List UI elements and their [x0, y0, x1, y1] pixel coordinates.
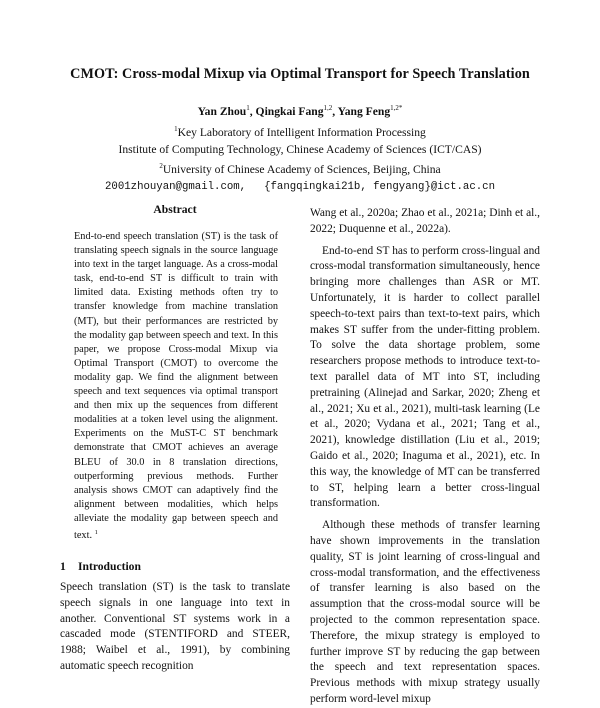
left-column — [60, 203, 290, 675]
abstract-heading: Abstract — [153, 203, 197, 216]
footnote-mark: 1 — [94, 528, 98, 536]
right-column — [310, 206, 540, 708]
email-address: 2001zhouyan@gmail.com, — [105, 181, 247, 194]
affiliation: $^1$Key Laboratory of Intelligent Information Processing — [174, 124, 426, 139]
abstract-body — [60, 230, 290, 543]
author-block — [0, 100, 600, 196]
author-sup: 1 — [246, 104, 250, 112]
author-sup: 1,2 — [323, 104, 333, 112]
introduction-text: Speech translation (ST) is the task to translate speech signals in one language into text in another. Conventional ST systems work in a cascaded mode (STENTIFORD and STEER, 1988; Waibel et al., 1991), by combining automatic speech recognition — [60, 581, 290, 673]
author-name: Qingkai Fang — [255, 105, 324, 118]
section-heading — [60, 560, 290, 573]
email-address: {fangqingkai21b, fengyang}@ict.ac.cn — [264, 181, 495, 194]
affiliation-sup: 1 — [174, 124, 178, 133]
paragraph: End-to-end ST has to perform cross-lingual and cross-modal transformation simultaneously, hence bringing more challenges than ASR or MT. Unfortunately, it is harder to collect parallel speech-to-text pairs than text-to-text pairs, which makes ST suffer from the under-fitting problem. To solve the data shortage problem, some researchers propose methods to introduce text-to-text parallel data of MT into ST, including pretraining (Alinejad and Sarkar, 2020; Zheng et al., 2021; Xu et al., 2021), multi-task learning (Le et al., 2020; Vydana et al., 2021; Tang et al., 2021), knowledge distillation (Liu et al., 2019; Gaido et al., 2020; Inaguma et al., 2021), etc. In this way, the knowledge of MT can be transferred to ST, helping learn a better cross-lingual transformation. — [310, 244, 540, 510]
paragraph: Although these methods of transfer learning have shown improvements in the translation quality, ST is joint learning of cross-lingual and cross-modal transformation, and the effectiveness of transfer learning is also based on the assumption that the cross-modal source will be projected to the common representation space. Therefore, the mixup strategy is employed to further improve ST by reducing the gap between the speech and text representation spaces. Previous methods with mixup strategy usually perform word-level mixup — [310, 519, 540, 705]
author-name: Yang Feng — [337, 105, 391, 118]
author-name: Yan Zhou — [197, 105, 247, 118]
affiliation-sup: 2 — [159, 162, 163, 171]
section-title: Introduction — [78, 560, 141, 574]
paper-title: CMOT: Cross-modal Mixup via Optimal Transport for Speech Translation — [70, 66, 530, 82]
paragraph-continuation: Wang et al., 2020a; Zhao et al., 2021a; Dinh et al., 2022; Duquenne et al., 2022a). — [310, 207, 540, 235]
email-line — [0, 179, 600, 196]
abstract-text: End-to-end speech translation (ST) is the task of translating speech signals in the source language into text in the target language. As a cross-modal task, end-to-end ST is difficult to train with limited data. Existing methods often try to transfer knowledge from machine translation (MT), but their performances are restricted by the modality gap between speech and text. In this paper, we propose Cross-modal Mixup via Optimal Transport (CMOT) to overcome the modality gap. We find the alignment between speech and text sequences via optimal transport and then mix up the sequences from different modalities at a token level using the alignment. Experiments on the MuST-C ST benchmark demonstrate that CMOT achieves an average BLEU of 30.0 in 8 translation directions, outperforming previous methods. Further analysis shows CMOT can adaptively find the alignment between modalities, which helps alleviate the modality gap between speech and text. — [74, 231, 278, 541]
affiliation: Institute of Computing Technology, Chinese Academy of Sciences (ICT/CAS) — [118, 142, 482, 156]
author-sup: 1,2* — [390, 104, 403, 112]
affiliation: $^2$University of Chinese Academy of Sciences, Beijing, China — [159, 162, 441, 177]
section-number: 1 — [60, 560, 66, 574]
author-names: Yan Zhou$^1$, Qingkai Fang$^{1,2}$, Yang Feng$^{1,2*}$ — [197, 104, 403, 118]
